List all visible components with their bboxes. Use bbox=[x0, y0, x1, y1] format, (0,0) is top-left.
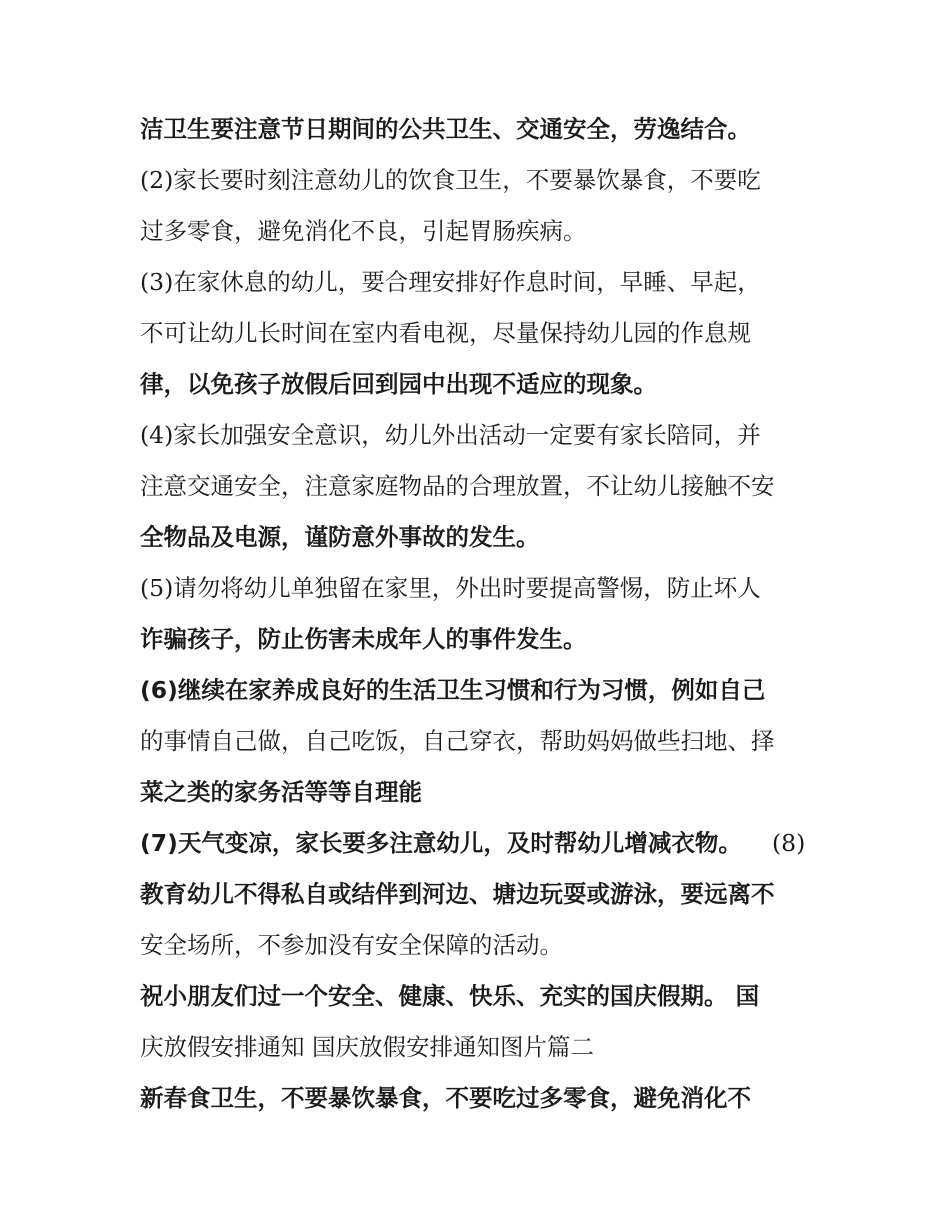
text-line: 洁卫生要注意节日期间的公共卫生、交通安全，劳逸结合。 bbox=[140, 115, 751, 143]
text-line: (2)家长要时刻注意幼儿的饮食卫生，不要暴饮暴食，不要吃 bbox=[140, 166, 761, 194]
text-line: 律，以免孩子放假后回到园中出现不适应的现象。 bbox=[140, 370, 657, 398]
text-line: 不可让幼儿长时间在室内看电视，尽量保持幼儿园的作息规 bbox=[140, 319, 751, 347]
text-line: 安全场所，不参加没有安全保障的活动。 bbox=[140, 931, 563, 959]
text-line: (3)在家休息的幼儿，要合理安排好作息时间，早睡、早起， bbox=[140, 268, 761, 296]
text-line: 菜之类的家务活等等自理能 bbox=[140, 778, 422, 806]
text-line: 的事情自己做，自己吃饭，自己穿衣，帮助妈妈做些扫地、择 bbox=[140, 727, 775, 755]
text-line: 注意交通安全，注意家庭物品的合理放置，不让幼儿接触不安 bbox=[140, 472, 775, 500]
text-line: (6)继续在家养成良好的生活卫生习惯和行为习惯，例如自己 bbox=[140, 676, 766, 704]
text-line: (7)天气变凉，家长要多注意幼儿，及时帮幼儿增减衣物。 bbox=[140, 829, 742, 857]
text-line: 过多零食，避免消化不良，引起胃肠疾病。 bbox=[140, 217, 587, 245]
text-line: (8) bbox=[772, 829, 806, 857]
text-line: 教育幼儿不得私自或结伴到河边、塘边玩耍或游泳，要远离不 bbox=[140, 880, 775, 908]
text-line: 诈骗孩子，防止伤害未成年人的事件发生。 bbox=[140, 625, 587, 653]
text-line: 新春食卫生，不要暴饮暴食，不要吃过多零食，避免消化不 bbox=[140, 1084, 751, 1112]
text-line: (5)请勿将幼儿单独留在家里，外出时要提高警惕，防止坏人 bbox=[140, 574, 761, 602]
text-line: 祝小朋友们过一个安全、健康、快乐、充实的国庆假期。 国 bbox=[140, 982, 760, 1010]
text-line: 庆放假安排通知 国庆放假安排通知图片篇二 bbox=[140, 1033, 594, 1061]
text-line: (4)家长加强安全意识，幼儿外出活动一定要有家长陪同，并 bbox=[140, 421, 761, 449]
text-line: 全物品及电源，谨防意外事故的发生。 bbox=[140, 523, 540, 551]
